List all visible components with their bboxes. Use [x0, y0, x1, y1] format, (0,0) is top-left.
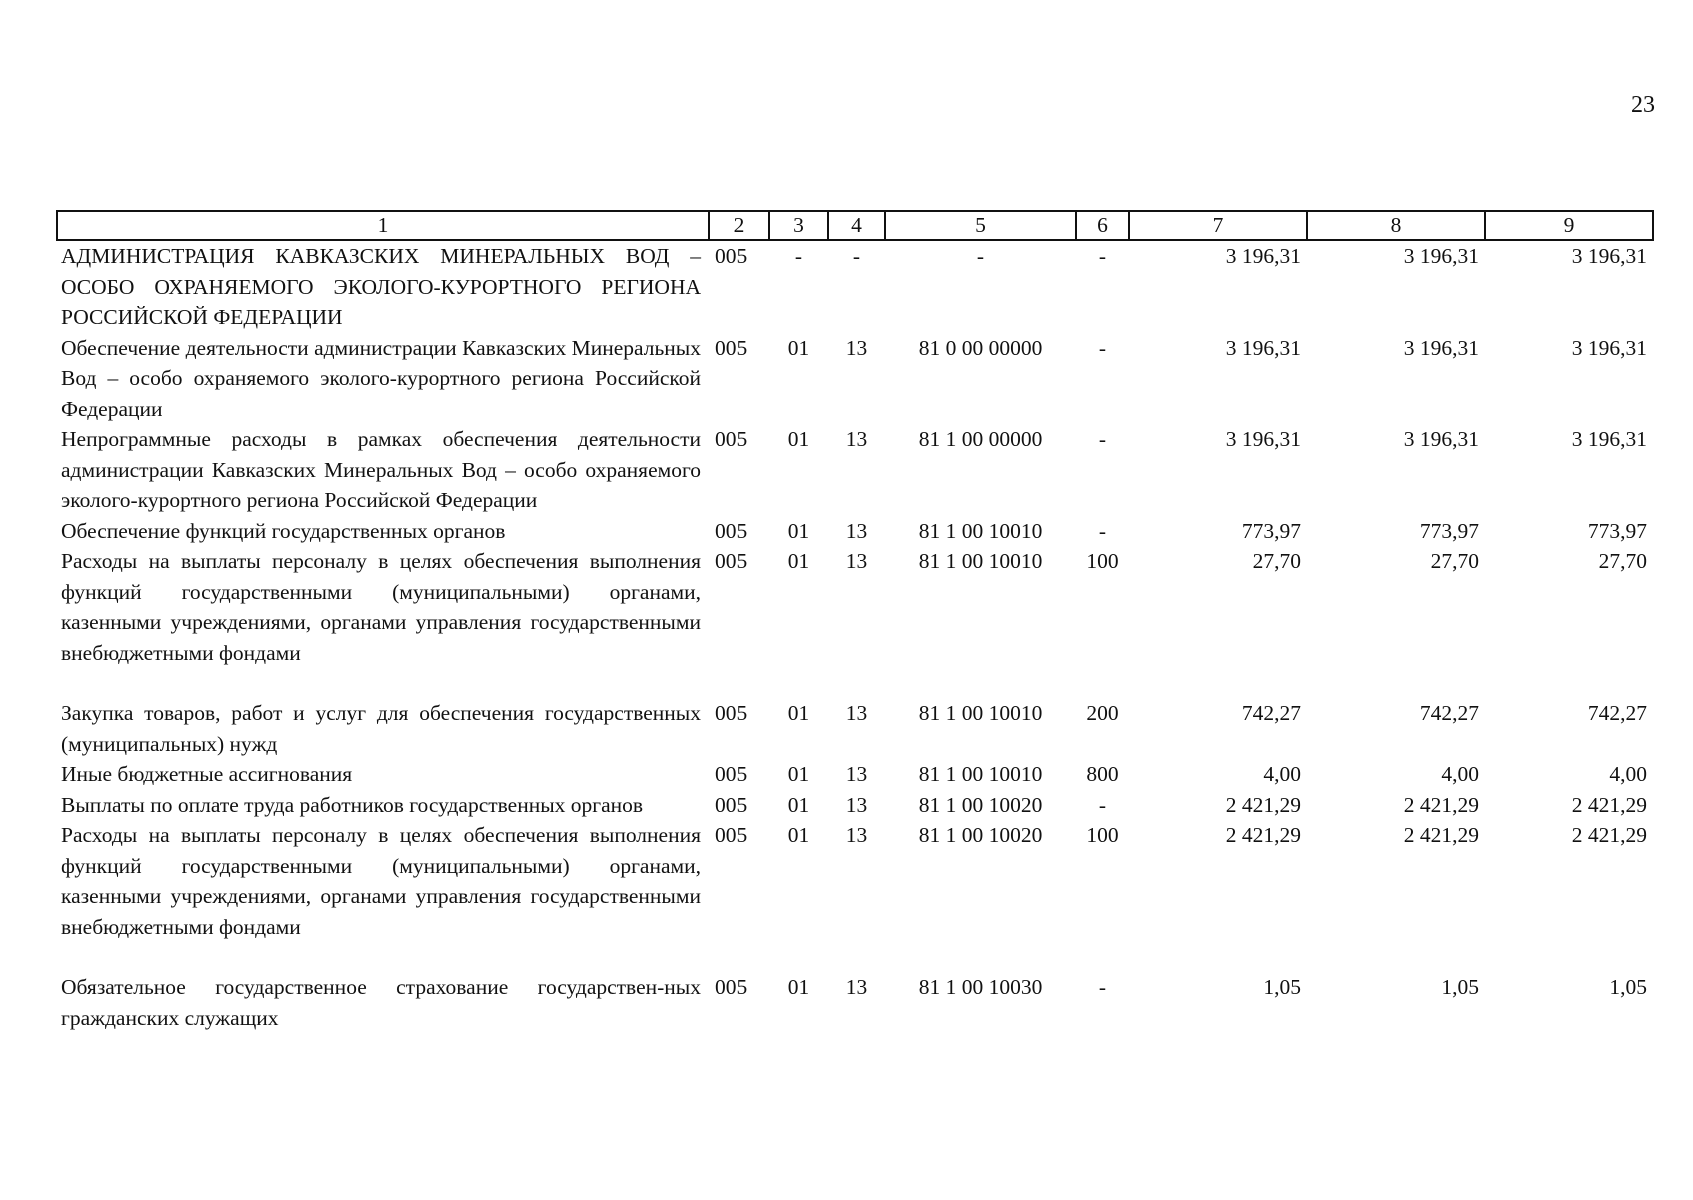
row-code-subsection: 13 [845, 549, 868, 573]
row-code-ministry: 005 [715, 244, 748, 268]
row-code-target: 81 1 00 10030 [918, 975, 1043, 999]
table-row [57, 333, 1653, 425]
row-name: Обеспечение деятельности администрации Кавказских Минеральных Вод – особо охраняемого эколого-курортного региона Российской Федерации [61, 335, 701, 421]
table-row [57, 240, 1653, 333]
column-header-2: 2 [709, 211, 769, 240]
row-code-ministry: 005 [715, 823, 748, 847]
column-header-4: 4 [828, 211, 885, 240]
row-amount-col9: 1,05 [1609, 975, 1647, 999]
row-name: АДМИНИСТРАЦИЯ КАВКАЗСКИХ МИНЕРАЛЬНЫХ ВОД – ОСОБО ОХРАНЯЕМОГО ЭКОЛОГО-КУРОРТНОГО РЕГИОНА РОССИЙСКОЙ ФЕДЕРАЦИИ [61, 244, 701, 329]
row-code-section: 01 [787, 792, 810, 817]
row-code-subsection: 13 [845, 518, 868, 543]
row-code-target: - [976, 244, 985, 268]
column-header-3: 3 [769, 211, 828, 240]
page-number: 23 [1631, 92, 1655, 118]
row-amount-col8: 2 421,29 [1403, 823, 1479, 847]
column-header-5: 5 [885, 211, 1076, 240]
row-amount-col9: 3 196,31 [1571, 335, 1647, 360]
table-row [57, 516, 1653, 547]
row-amount-col9: 2 421,29 [1571, 823, 1647, 847]
row-name: Обеспечение функций государственных органов [61, 518, 506, 543]
row-amount-col8: 3 196,31 [1403, 335, 1479, 360]
table-row [57, 820, 1653, 972]
row-name: Выплаты по оплате труда работников государственных органов [61, 792, 644, 817]
row-code-section: 01 [787, 335, 810, 360]
row-code-ministry: 005 [715, 335, 748, 360]
row-amount-col8: 4,00 [1441, 762, 1479, 786]
row-code-section: 01 [787, 975, 810, 999]
row-code-subsection: 13 [845, 975, 868, 999]
row-code-target: 81 1 00 10010 [918, 549, 1043, 573]
row-code-target: 81 1 00 10020 [918, 823, 1043, 847]
row-amount-col7: 3 196,31 [1225, 427, 1301, 451]
row-code-section: 01 [787, 549, 810, 573]
table-row [57, 790, 1653, 821]
row-name: Иные бюджетные ассигнования [61, 762, 353, 786]
column-header-6: 6 [1076, 211, 1129, 240]
row-amount-col8: 2 421,29 [1403, 792, 1479, 817]
row-code-expense-type: 100 [1086, 823, 1119, 847]
row-amount-col7: 27,70 [1252, 549, 1301, 573]
row-code-section: 01 [787, 427, 810, 451]
row-amount-col9: 27,70 [1598, 549, 1647, 573]
row-code-subsection: 13 [845, 823, 868, 847]
column-header-8: 8 [1307, 211, 1485, 240]
row-code-target: 81 1 00 10010 [918, 518, 1043, 543]
row-code-section: 01 [787, 518, 810, 543]
row-amount-col7: 2 421,29 [1225, 792, 1301, 817]
row-amount-col9: 3 196,31 [1571, 244, 1647, 268]
row-code-ministry: 005 [715, 762, 748, 786]
row-amount-col7: 4,00 [1263, 762, 1301, 786]
row-amount-col9: 773,97 [1587, 518, 1647, 543]
row-code-target: 81 1 00 10020 [918, 792, 1043, 817]
row-amount-col9: 4,00 [1609, 762, 1647, 786]
row-amount-col9: 742,27 [1587, 701, 1647, 725]
row-amount-col7: 742,27 [1241, 701, 1301, 725]
row-code-subsection: 13 [845, 335, 868, 360]
row-code-target: 81 1 00 10010 [918, 701, 1043, 725]
header-row [57, 211, 1653, 240]
row-amount-col7: 1,05 [1263, 975, 1301, 999]
row-code-subsection: - [852, 244, 861, 268]
row-name: Расходы на выплаты персоналу в целях обеспечения выполнения функций государственными (муниципальными) органами, казенными учреждениями, органами управления государственными внебюджетными фондами [61, 549, 701, 665]
row-amount-col9: 3 196,31 [1571, 427, 1647, 451]
row-name: Расходы на выплаты персоналу в целях обеспечения выполнения функций государственными (муниципальными) органами, казенными учреждениями, органами управления государственными внебюджетными фондами [61, 823, 701, 939]
row-amount-col9: 2 421,29 [1571, 792, 1647, 817]
row-code-section: 01 [787, 823, 810, 847]
row-code-expense-type: - [1098, 244, 1107, 268]
row-amount-col7: 3 196,31 [1225, 335, 1301, 360]
row-code-expense-type: - [1098, 975, 1107, 999]
table-body [57, 240, 1653, 1033]
table-row [57, 424, 1653, 516]
row-amount-col7: 773,97 [1241, 518, 1301, 543]
table-row [57, 698, 1653, 759]
table-row [57, 759, 1653, 790]
row-code-section: - [794, 244, 803, 268]
row-code-expense-type: - [1098, 427, 1107, 451]
row-code-subsection: 13 [845, 792, 868, 817]
row-amount-col8: 3 196,31 [1403, 427, 1479, 451]
row-code-section: 01 [787, 701, 810, 725]
row-code-ministry: 005 [715, 549, 748, 573]
row-code-ministry: 005 [715, 427, 748, 451]
row-code-target: 81 1 00 10010 [918, 762, 1043, 786]
row-amount-col8: 742,27 [1419, 701, 1479, 725]
row-amount-col7: 2 421,29 [1225, 823, 1301, 847]
table-row [57, 972, 1653, 1033]
row-code-expense-type: - [1098, 518, 1107, 543]
table-header [57, 211, 1653, 240]
row-code-expense-type: 200 [1086, 701, 1119, 725]
row-code-expense-type: 100 [1086, 549, 1119, 573]
row-code-target: 81 0 00 00000 [918, 335, 1043, 360]
row-name: Непрограммные расходы в рамках обеспечения деятельности администрации Кавказских Минеральных Вод – особо охраняемого эколого-курортного региона Российской Федерации [61, 427, 701, 512]
table-row [57, 546, 1653, 698]
row-amount-col8: 773,97 [1419, 518, 1479, 543]
row-code-ministry: 005 [715, 701, 748, 725]
row-code-subsection: 13 [845, 762, 868, 786]
column-header-1: 1 [57, 211, 709, 240]
row-amount-col8: 3 196,31 [1403, 244, 1479, 268]
row-code-subsection: 13 [845, 427, 868, 451]
column-header-7: 7 [1129, 211, 1307, 240]
row-code-section: 01 [787, 762, 810, 786]
row-name: Закупка товаров, работ и услуг для обеспечения государственных (муниципальных) нужд [61, 701, 701, 756]
budget-table-container [56, 210, 1652, 1033]
row-code-ministry: 005 [715, 975, 748, 999]
row-amount-col8: 27,70 [1430, 549, 1479, 573]
budget-table [56, 210, 1654, 1033]
row-code-target: 81 1 00 00000 [918, 427, 1043, 451]
row-amount-col8: 1,05 [1441, 975, 1479, 999]
row-amount-col7: 3 196,31 [1225, 244, 1301, 268]
row-code-expense-type: - [1098, 792, 1107, 817]
row-code-subsection: 13 [845, 701, 868, 725]
row-code-ministry: 005 [715, 792, 748, 817]
row-code-ministry: 005 [715, 518, 748, 543]
row-code-expense-type: - [1098, 335, 1107, 360]
column-header-9: 9 [1485, 211, 1653, 240]
row-name: Обязательное государственное страхование государствен-ных гражданских служащих [61, 975, 701, 1030]
row-code-expense-type: 800 [1086, 762, 1119, 786]
